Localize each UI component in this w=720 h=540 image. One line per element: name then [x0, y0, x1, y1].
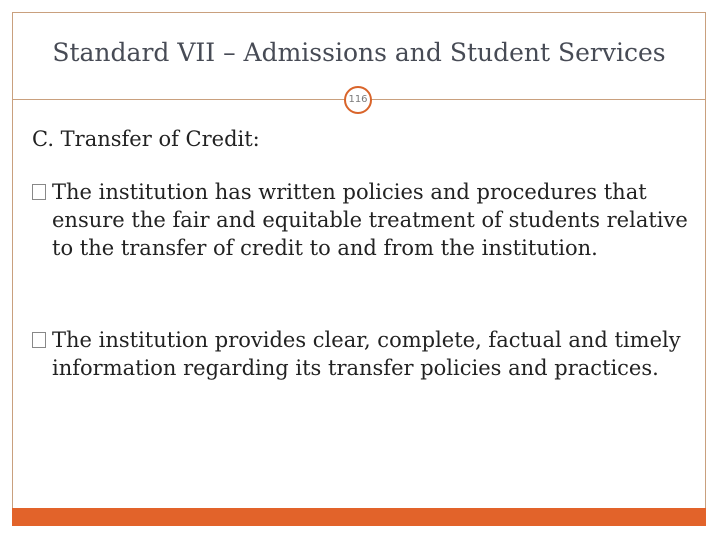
bullet-item-2: [32, 326, 692, 382]
bullet-text: The institution has written policies and procedures that ensure the fair and equitable treatment of students relative to the transfer of credit to and from the institution.: [52, 180, 688, 260]
square-bullet-icon: [32, 332, 46, 348]
page-number-badge: 116: [344, 86, 372, 114]
slide-title: Standard VII – Admissions and Student Services: [52, 38, 666, 67]
bullet-item-1: [32, 178, 692, 262]
bullet-text: The institution provides clear, complete, factual and timely information regarding its transfer policies and practices.: [52, 328, 681, 380]
section-heading: C. Transfer of Credit:: [32, 127, 260, 151]
square-bullet-icon: [32, 184, 46, 200]
footer-accent-bar: [12, 508, 706, 526]
